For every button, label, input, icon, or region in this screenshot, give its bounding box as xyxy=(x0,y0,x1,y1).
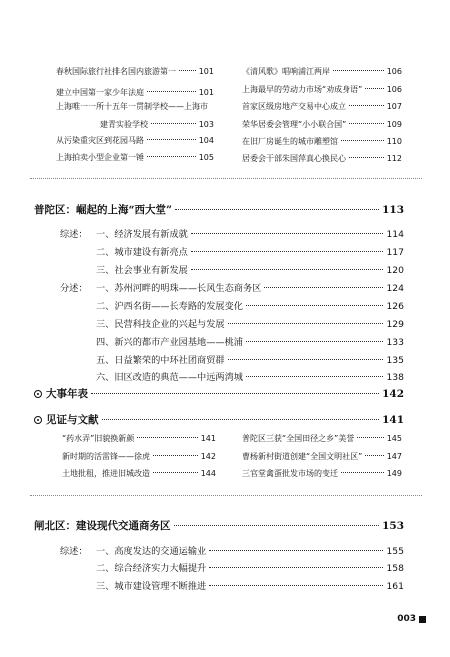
dot-leader xyxy=(191,269,384,270)
entry-title: 二、城市建设有新亮点 xyxy=(96,247,188,258)
entry-title: 曹杨新村街道创建“全国文明社区” xyxy=(242,452,363,461)
entry-title: 上海最早的劳动力市场“劝成身语” xyxy=(242,85,363,94)
dot-leader xyxy=(209,567,383,568)
bullet-circle-icon xyxy=(34,390,42,398)
dot-leader xyxy=(153,455,198,456)
dot-leader xyxy=(147,139,196,140)
toc-entry[interactable] xyxy=(60,280,404,294)
toc-entry[interactable] xyxy=(96,352,404,366)
entry-title: 荣华居委会管理“小小联合国” xyxy=(242,120,347,129)
toc-entry[interactable] xyxy=(242,451,402,462)
entry-title: 居委会干部朱国萍真心换民心 xyxy=(242,154,346,163)
section-title: 闸北区：建设现代交通商务区 xyxy=(34,520,171,532)
section-heading-chronicle[interactable] xyxy=(34,386,404,401)
dot-leader xyxy=(264,287,383,288)
dot-leader xyxy=(91,393,379,394)
dot-leader xyxy=(341,472,384,473)
entry-title: “药水弄”旧貌换新颜 xyxy=(62,434,135,443)
entry-title: 三、社会事业有新发展 xyxy=(96,265,188,276)
entry-title: 二、综合经济实力大幅提升 xyxy=(96,563,207,574)
section-divider xyxy=(30,495,422,496)
dot-leader xyxy=(349,105,384,106)
entry-page: 155 xyxy=(386,546,404,557)
entry-page: 145 xyxy=(386,434,402,443)
toc-entry[interactable] xyxy=(242,119,402,130)
toc-entry[interactable] xyxy=(96,298,404,312)
entry-title: 四、新兴的都市产业园基地——桃浦 xyxy=(96,337,243,348)
toc-entry[interactable] xyxy=(242,101,402,112)
section-divider xyxy=(30,178,422,179)
entry-page: 107 xyxy=(386,102,402,111)
entry-page: 124 xyxy=(386,283,404,294)
section-page: 141 xyxy=(382,414,404,426)
toc-entry[interactable] xyxy=(60,543,404,557)
toc-entry[interactable] xyxy=(56,135,214,146)
toc-entry[interactable] xyxy=(96,244,404,258)
entry-page: 129 xyxy=(386,319,404,330)
entry-page: 161 xyxy=(386,581,404,592)
toc-entry[interactable] xyxy=(60,226,404,240)
dot-leader xyxy=(228,359,384,360)
entry-page: 126 xyxy=(386,301,404,312)
entry-page: 120 xyxy=(386,265,404,276)
entry-page: 158 xyxy=(386,563,404,574)
entry-page: 106 xyxy=(386,67,402,76)
entry-page: 138 xyxy=(386,372,404,383)
toc-entry[interactable] xyxy=(56,66,214,77)
branch-label: 分述： xyxy=(60,283,88,294)
entry-title: 从污染重灾区到花园马路 xyxy=(56,136,144,145)
section-title: 普陀区：崛起的上海“西大堂” xyxy=(34,204,173,216)
entry-title: 二、沪西名街——长寿路的发展变化 xyxy=(96,301,243,312)
dot-leader xyxy=(191,233,384,234)
page-number xyxy=(397,614,426,624)
dot-leader xyxy=(147,91,196,92)
dot-leader xyxy=(175,209,379,210)
dot-leader xyxy=(147,156,196,157)
entry-page: 141 xyxy=(200,434,216,443)
toc-entry[interactable] xyxy=(242,84,402,95)
entry-title: 在旧厂房诞生的城市雕塑馆 xyxy=(242,137,338,146)
toc-entry[interactable] xyxy=(96,262,404,276)
dot-leader xyxy=(333,70,384,71)
page-number-text: 003 xyxy=(397,614,416,624)
entry-page: 106 xyxy=(386,85,402,94)
dot-leader xyxy=(153,472,198,473)
toc-entry[interactable] xyxy=(96,560,404,574)
entry-title: 首家区级房地产交易中心成立 xyxy=(242,102,346,111)
entry-title: 《清风歌》唱响浦江两岸 xyxy=(242,67,330,76)
dot-leader xyxy=(365,455,383,456)
toc-entry[interactable] xyxy=(96,578,404,592)
entry-title: 新时期的活雷锋——徐虎 xyxy=(62,452,150,461)
entry-title: 建立中国第一家少年法庭 xyxy=(56,88,144,97)
toc-entry[interactable] xyxy=(242,153,402,164)
dot-leader xyxy=(102,419,380,420)
entry-title: 三、城市建设管理不断推进 xyxy=(96,581,207,592)
section-page: 142 xyxy=(382,388,404,400)
dot-leader xyxy=(209,585,383,586)
section-heading-zhabei[interactable] xyxy=(34,518,404,533)
toc-entry[interactable] xyxy=(96,369,404,383)
square-marker-icon xyxy=(419,616,426,623)
entry-page: 147 xyxy=(386,452,402,461)
toc-entry[interactable] xyxy=(242,433,402,444)
dot-leader xyxy=(246,376,383,377)
dot-leader xyxy=(228,323,384,324)
dot-leader xyxy=(179,70,196,71)
section-heading-witness[interactable] xyxy=(34,412,404,427)
entry-title: 上海唯一一所十五年一贯制学校——上海市 xyxy=(56,102,208,111)
entry-title: 六、旧区改造的典范——中远两湾城 xyxy=(96,372,243,383)
dot-leader xyxy=(365,88,383,89)
dot-leader xyxy=(174,525,380,526)
entry-title: 建青实验学校 xyxy=(100,120,148,129)
entry-page: 112 xyxy=(386,154,402,163)
toc-entry[interactable] xyxy=(96,316,404,330)
entry-title: 一、经济发展有新成就 xyxy=(96,229,188,240)
entry-title: 一、高度发达的交通运输业 xyxy=(96,546,207,557)
entry-page: 135 xyxy=(386,355,404,366)
entry-page: 109 xyxy=(386,120,402,129)
entry-title: 上海拍卖小型企业第一锤 xyxy=(56,153,144,162)
entry-page: 117 xyxy=(386,247,404,258)
summary-label: 综述： xyxy=(60,546,88,557)
dot-leader xyxy=(246,305,383,306)
dot-leader xyxy=(341,140,384,141)
section-heading-putuo[interactable] xyxy=(34,202,404,217)
toc-entry-continued[interactable] xyxy=(100,119,214,130)
entry-page: 142 xyxy=(200,452,216,461)
entry-page: 105 xyxy=(198,153,214,162)
toc-entry[interactable] xyxy=(62,468,216,479)
entry-title: 五、日益繁荣的中环社团商贸群 xyxy=(96,355,225,366)
entry-page: 110 xyxy=(386,137,402,146)
toc-entry[interactable] xyxy=(56,101,226,112)
toc-entry[interactable] xyxy=(56,87,214,98)
dot-leader xyxy=(246,341,383,342)
summary-label: 综述： xyxy=(60,229,88,240)
dot-leader xyxy=(349,157,384,158)
section-title: 见证与文献 xyxy=(46,414,99,426)
toc-entry[interactable] xyxy=(62,451,216,462)
entry-title: 三、民营科技企业的兴起与发展 xyxy=(96,319,225,330)
dot-leader xyxy=(349,123,383,124)
dot-leader xyxy=(209,550,383,551)
toc-entry[interactable] xyxy=(242,136,402,147)
section-title: 大事年表 xyxy=(46,388,88,400)
entry-title: 普陀区三获“全国田径之乡”美誉 xyxy=(242,434,355,443)
bullet-circle-icon xyxy=(34,416,42,424)
entry-title: 三官堂禽蛋批发市场的变迁 xyxy=(242,469,338,478)
section-page: 113 xyxy=(382,204,404,216)
dot-leader xyxy=(137,437,197,438)
toc-entry[interactable] xyxy=(56,152,214,163)
dot-leader xyxy=(151,123,196,124)
entry-page: 114 xyxy=(386,229,404,240)
entry-page: 101 xyxy=(198,67,214,76)
toc-entry[interactable] xyxy=(62,433,216,444)
entry-title: 一、苏州河畔的明珠——长风生态商务区 xyxy=(96,283,262,294)
dot-leader xyxy=(357,437,383,438)
entry-title: 春秋国际旅行社排名国内旅游第一 xyxy=(56,67,176,76)
entry-page: 133 xyxy=(386,337,404,348)
toc-entry[interactable] xyxy=(96,334,404,348)
section-page: 153 xyxy=(382,520,404,532)
entry-page: 149 xyxy=(386,469,402,478)
entry-page: 104 xyxy=(198,136,214,145)
entry-page: 101 xyxy=(198,88,214,97)
toc-entry[interactable] xyxy=(242,66,402,77)
entry-page: 103 xyxy=(198,120,214,129)
toc-entry[interactable] xyxy=(242,468,402,479)
entry-page: 144 xyxy=(200,469,216,478)
dot-leader xyxy=(191,251,384,252)
entry-title: 土地批租，推进旧城改造 xyxy=(62,469,150,478)
